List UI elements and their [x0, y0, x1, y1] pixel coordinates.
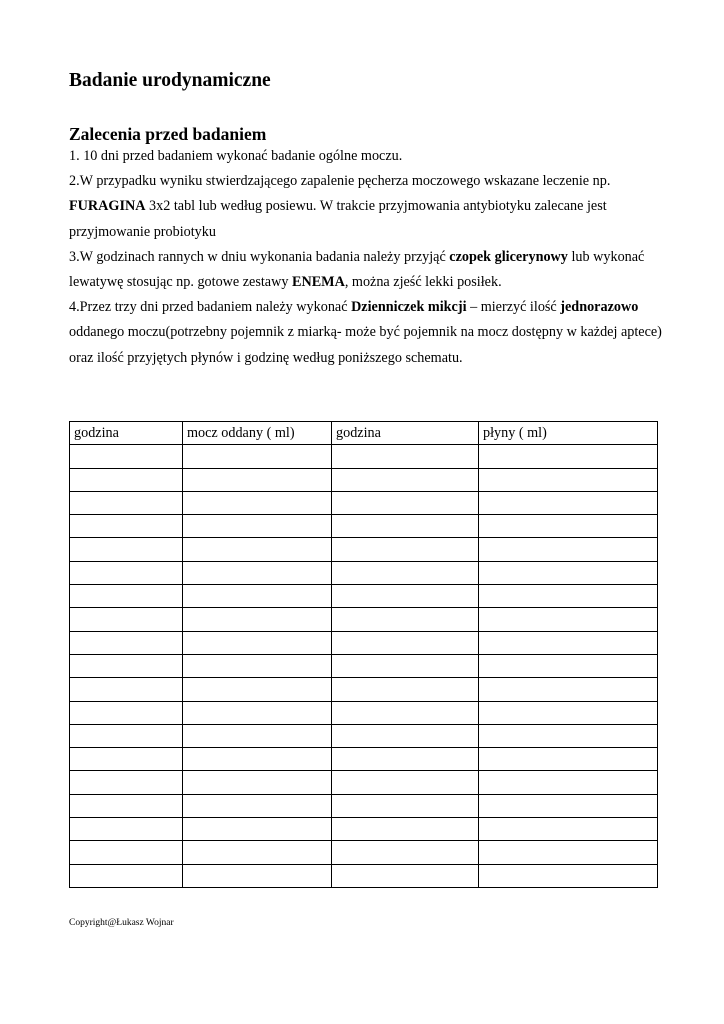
table-cell: [479, 468, 658, 491]
table-row: [70, 654, 658, 677]
table-cell: [332, 864, 479, 887]
table-cell: [332, 468, 479, 491]
table-cell: [479, 491, 658, 514]
table-cell: [70, 818, 183, 841]
table-cell: [479, 794, 658, 817]
table-cell: [479, 771, 658, 794]
table-cell: [183, 585, 332, 608]
table-cell: [183, 538, 332, 561]
table-cell: [183, 864, 332, 887]
table-row: [70, 724, 658, 747]
table-cell: [70, 864, 183, 887]
table-cell: [183, 491, 332, 514]
instruction-text: 4.Przez trzy dni przed badaniem należy wykonać: [69, 299, 352, 316]
table-cell: [332, 818, 479, 841]
column-header-urine-volume: mocz oddany ( ml): [183, 422, 332, 445]
copyright-footer: Copyright@Łukasz Wojnar: [69, 918, 174, 928]
table-cell: [479, 654, 658, 677]
table-cell: [70, 468, 183, 491]
table-cell: [183, 701, 332, 724]
instruction-text: , można zjeść lekki posiłek.: [344, 274, 502, 291]
instruction-emphasis: Dzienniczek mikcji: [351, 299, 467, 316]
table-row: [70, 561, 658, 584]
table-row: [70, 818, 658, 841]
table-cell: [70, 445, 183, 468]
table-row: [70, 445, 658, 468]
table-cell: [332, 748, 479, 771]
table-row: [70, 864, 658, 887]
table-cell: [70, 515, 183, 538]
table-cell: [479, 538, 658, 561]
table-row: [70, 538, 658, 561]
instruction-text: lub wykonać lewatywę stosując np. gotowe zestawy: [69, 248, 645, 291]
instruction-item: [69, 295, 669, 371]
column-header-time-fluids: godzina: [332, 422, 479, 445]
table-cell: [332, 771, 479, 794]
table-cell: [183, 771, 332, 794]
table-cell: [479, 445, 658, 468]
table-cell: [183, 794, 332, 817]
table-row: [70, 585, 658, 608]
table-row: [70, 841, 658, 864]
table-cell: [479, 701, 658, 724]
table-cell: [183, 654, 332, 677]
table-cell: [183, 631, 332, 654]
table-row: [70, 771, 658, 794]
table-cell: [332, 841, 479, 864]
instructions-list: [69, 144, 669, 371]
table-cell: [70, 538, 183, 561]
table-cell: [70, 701, 183, 724]
section-title: Zalecenia przed badaniem: [69, 124, 267, 144]
table-cell: [183, 678, 332, 701]
table-cell: [70, 631, 183, 654]
table-cell: [70, 561, 183, 584]
table-cell: [183, 608, 332, 631]
table-cell: [332, 538, 479, 561]
table-cell: [70, 585, 183, 608]
table-cell: [70, 794, 183, 817]
instruction-text: 3x2 tabl lub według posiewu. W trakcie przyjmowania antybiotyku zalecane jest przyjmowanie probiotyku: [69, 198, 607, 240]
document-title: Badanie urodynamiczne: [69, 70, 271, 91]
table-cell: [332, 585, 479, 608]
table-header-row: [70, 422, 658, 445]
table-cell: [479, 724, 658, 747]
table-cell: [479, 841, 658, 864]
instruction-text: oddanego moczu(potrzebny pojemnik z miarką- może być pojemnik na mocz dostępny w każdej aptece) oraz ilość przyjętych płynów i godzinę według poniższego schematu.: [69, 324, 662, 366]
table-row: [70, 701, 658, 724]
table-cell: [479, 608, 658, 631]
table-cell: [183, 445, 332, 468]
instruction-emphasis: FURAGINA: [69, 198, 146, 215]
table-cell: [479, 864, 658, 887]
table-cell: [332, 678, 479, 701]
table-cell: [70, 748, 183, 771]
table-cell: [332, 561, 479, 584]
table-cell: [332, 654, 479, 677]
table-cell: [479, 678, 658, 701]
instruction-text: – mierzyć ilość: [466, 299, 561, 316]
table-cell: [183, 818, 332, 841]
table-cell: [332, 724, 479, 747]
table-cell: [479, 748, 658, 771]
table-row: [70, 468, 658, 491]
table-cell: [183, 724, 332, 747]
table-cell: [332, 794, 479, 817]
instruction-text: 3.W godzinach rannych w dniu wykonania badania należy przyjąć: [69, 248, 450, 265]
voiding-diary-table: [69, 421, 658, 888]
table-cell: [332, 491, 479, 514]
table-cell: [70, 724, 183, 747]
table-cell: [479, 818, 658, 841]
table-cell: [183, 468, 332, 491]
table-cell: [332, 631, 479, 654]
table-cell: [183, 515, 332, 538]
instruction-emphasis: czopek glicerynowy: [449, 248, 568, 265]
table-cell: [332, 445, 479, 468]
table-body: [70, 445, 658, 888]
table-row: [70, 631, 658, 654]
instruction-item: [69, 144, 669, 169]
table-cell: [332, 608, 479, 631]
instruction-emphasis: jednorazowo: [560, 299, 639, 316]
table-cell: [479, 631, 658, 654]
table-row: [70, 608, 658, 631]
table-cell: [479, 585, 658, 608]
instruction-item: [69, 169, 669, 245]
table-cell: [70, 608, 183, 631]
table-row: [70, 794, 658, 817]
table-cell: [70, 678, 183, 701]
table-row: [70, 515, 658, 538]
instruction-item: [69, 245, 669, 295]
table-cell: [479, 515, 658, 538]
instruction-emphasis: ENEMA: [292, 274, 345, 291]
table-cell: [183, 841, 332, 864]
table-row: [70, 491, 658, 514]
table-cell: [332, 515, 479, 538]
instruction-text: 1. 10 dni przed badaniem wykonać badanie ogólne moczu.: [69, 148, 403, 164]
table-cell: [70, 654, 183, 677]
table-row: [70, 748, 658, 771]
column-header-time: godzina: [70, 422, 183, 445]
table-cell: [183, 748, 332, 771]
column-header-fluids-volume: płyny ( ml): [479, 422, 658, 445]
table-cell: [479, 561, 658, 584]
table-cell: [332, 701, 479, 724]
table-cell: [183, 561, 332, 584]
table-row: [70, 678, 658, 701]
table-cell: [70, 841, 183, 864]
table-cell: [70, 771, 183, 794]
instruction-text: 2.W przypadku wyniku stwierdzającego zapalenie pęcherza moczowego wskazane leczenie np.: [69, 173, 611, 190]
table-cell: [70, 491, 183, 514]
